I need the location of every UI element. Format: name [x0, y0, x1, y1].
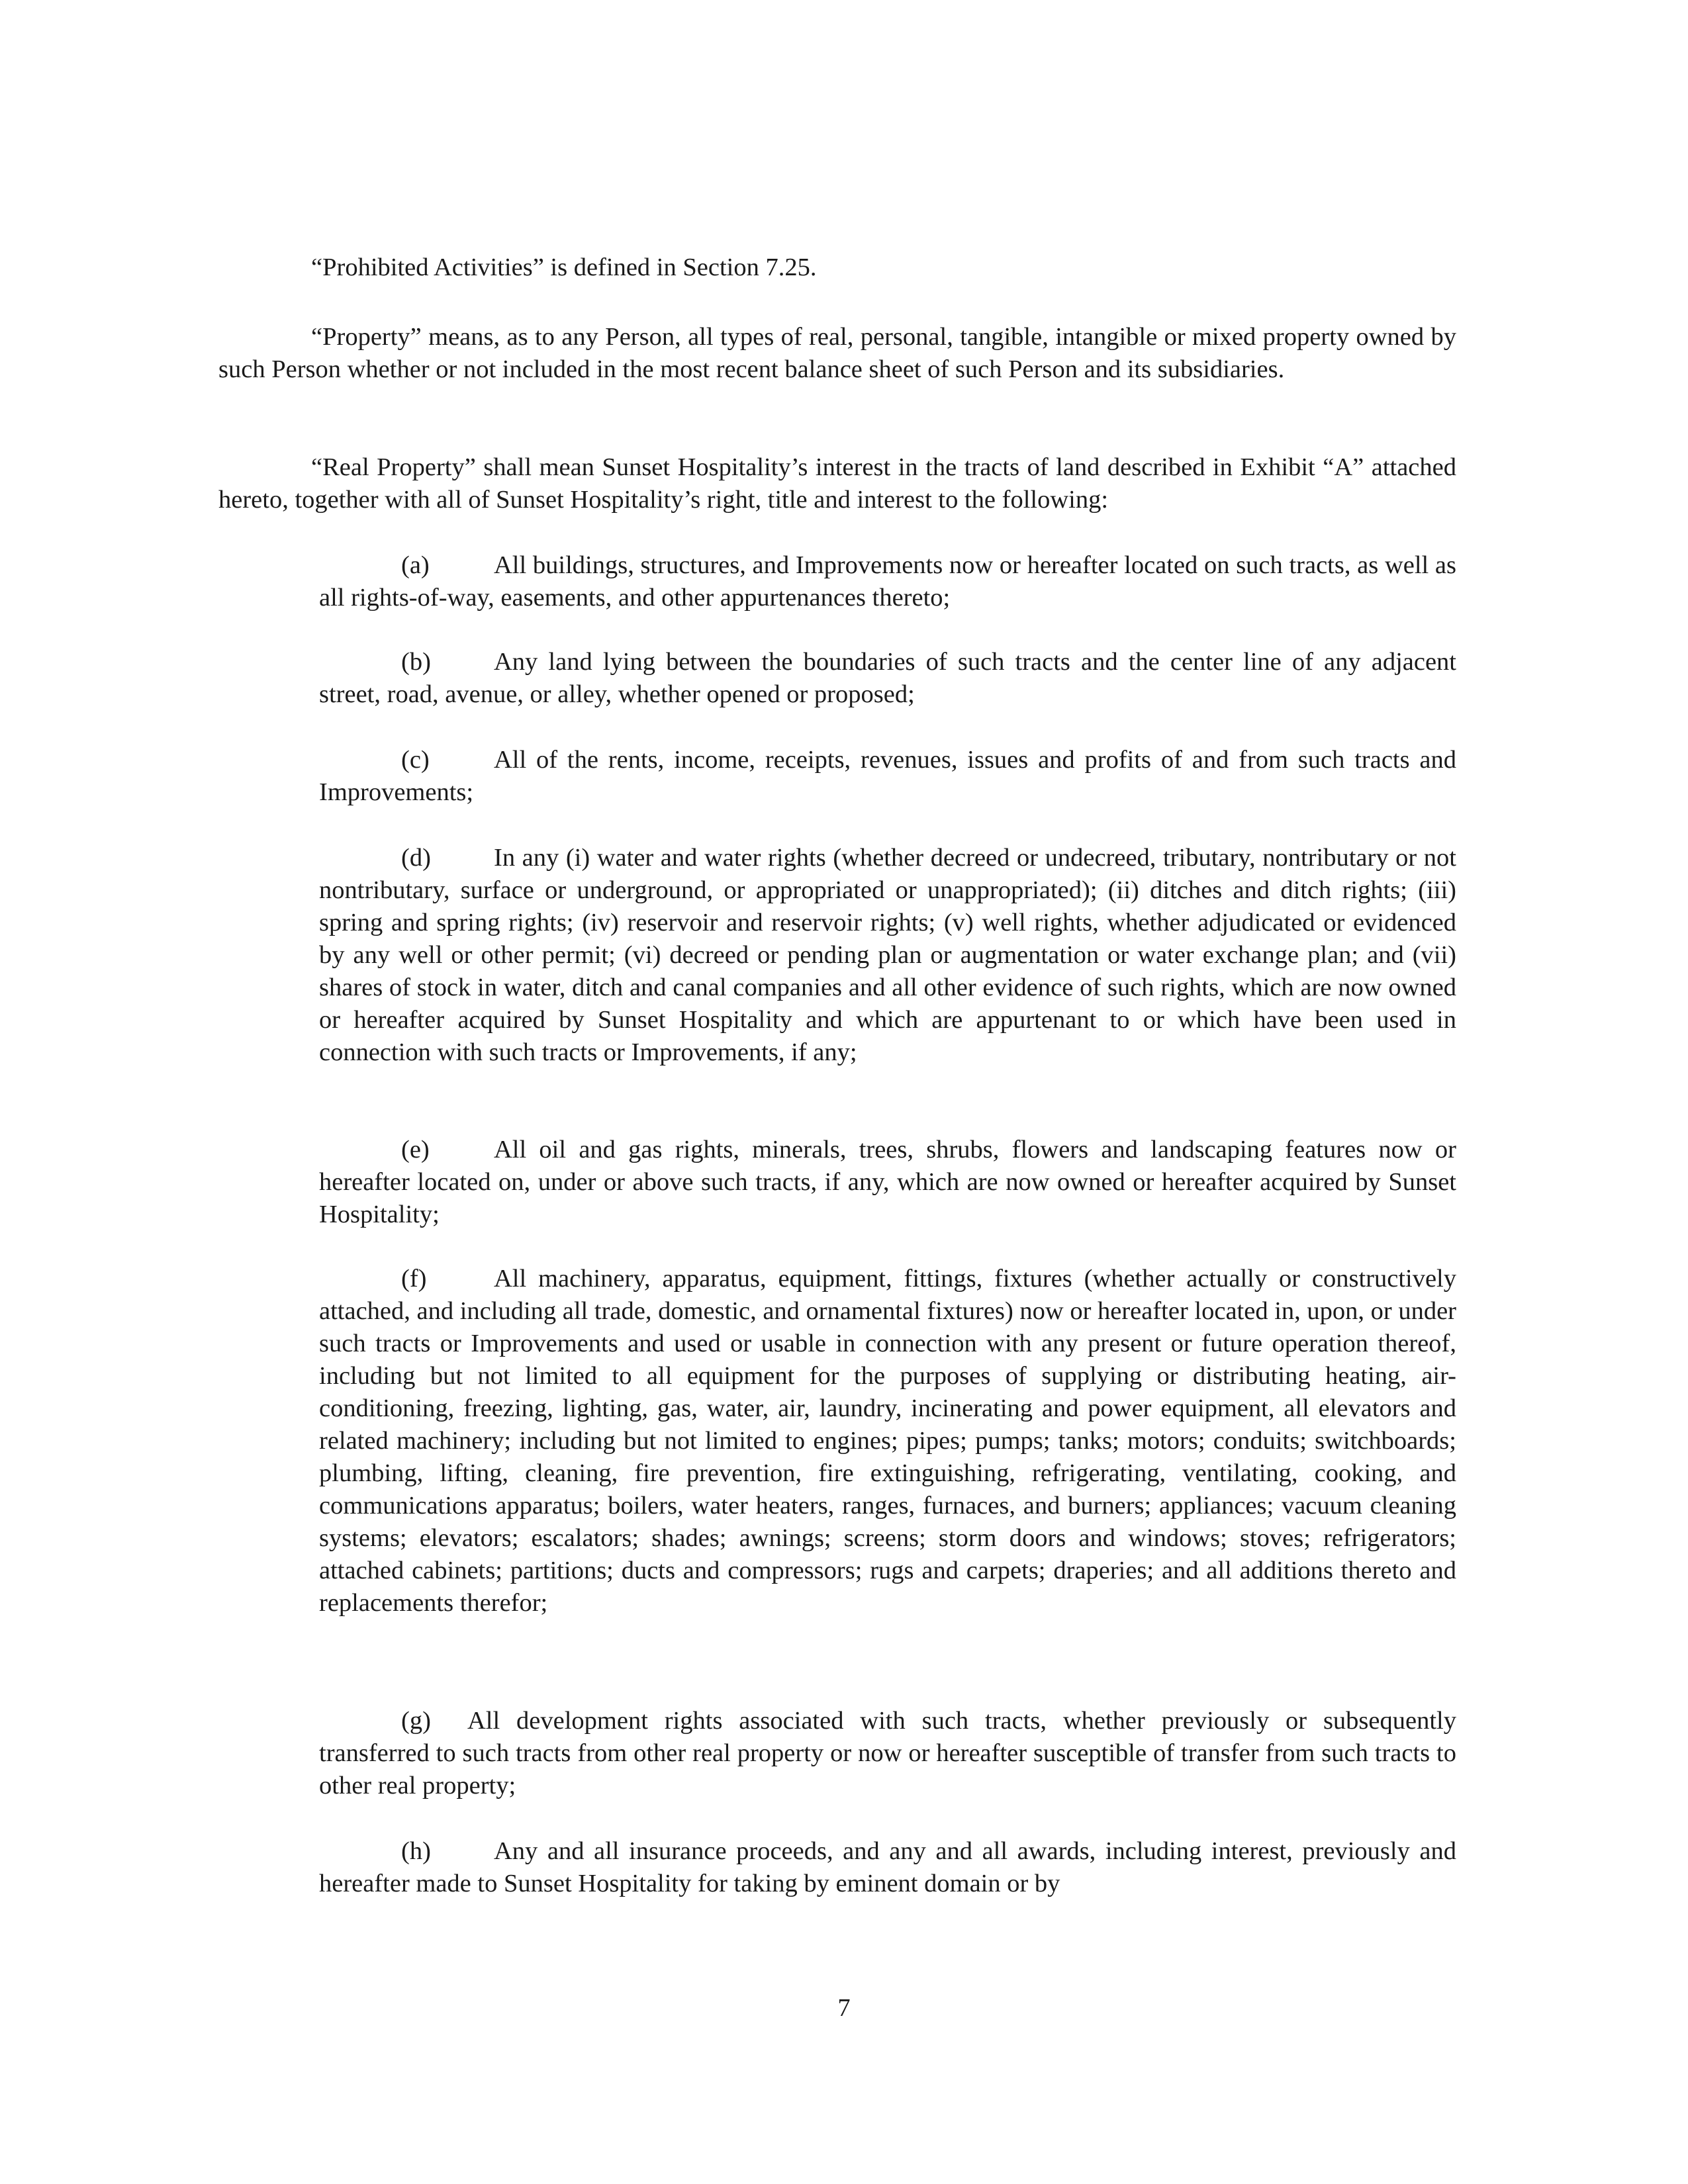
subsection-marker: (e) — [401, 1136, 430, 1163]
subsection-b — [319, 646, 1456, 711]
subsection-text: All buildings, structures, and Improvements now or hereafter located on such tracts, as well as all rights-of-way, easements, and other appurtenances thereto; — [319, 551, 1456, 612]
subsection-text: All of the rents, income, receipts, revenues, issues and profits of and from such tracts and Improvements; — [319, 746, 1456, 806]
subsection-e — [319, 1134, 1456, 1231]
definition-property: “Property” means, as to any Person, all types of real, personal, tangible, intangible or mixed property owned by such Person whether or not included in the most recent balance sheet of such Person and its subsidiaries. — [218, 323, 1456, 383]
definition-prohibited-activities: “Prohibited Activities” is defined in Section 7.25. — [311, 253, 817, 281]
page-number: 7 — [837, 1994, 851, 2022]
subsection-f — [319, 1263, 1456, 1619]
subsection-a — [319, 549, 1456, 614]
subsection-text: In any (i) water and water rights (whether decreed or undecreed, tributary, nontributary or not nontributary, surface or underground, or appropriated or unappropriated); (ii) ditches and ditch rights; (iii) spring and spring rights; (iv) reservoir and reservoir rights; (v) well rights, whether adjudicated or evidenced by any well or other permit; (vi) decreed or pending plan or augmentation or water exchange plan; and (vii) shares of stock in water, ditch and canal companies and all other evidence of such rights, which are now owned or hereafter acquired by Sunset Hospitality and which are appurtenant to or which have been used in connection with such tracts or Improvements, if any; — [319, 844, 1456, 1066]
subsection-d — [319, 842, 1456, 1069]
subsection-text: All oil and gas rights, minerals, trees, shrubs, flowers and landscaping features now or hereafter located on, under or above such tracts, if any, which are now owned or hereafter acquired by Sunset Hospitality; — [319, 1136, 1456, 1228]
subsection-c — [319, 744, 1456, 809]
subsection-marker: (h) — [401, 1837, 431, 1865]
subsection-marker: (a) — [401, 551, 430, 579]
subsection-h — [319, 1835, 1456, 1900]
subsection-text: Any and all insurance proceeds, and any and all awards, including interest, previously and hereafter made to Sunset Hospitality for taking by eminent domain or by — [319, 1837, 1456, 1897]
subsection-marker: (c) — [401, 746, 430, 774]
subsection-marker: (d) — [401, 844, 431, 872]
subsection-g — [319, 1705, 1456, 1802]
subsection-marker: (f) — [401, 1265, 427, 1293]
definition-real-property: “Real Property” shall mean Sunset Hospitality’s interest in the tracts of land described in Exhibit “A” attached hereto, together with all of Sunset Hospitality’s right, title and interest to the following: — [218, 453, 1456, 514]
subsection-marker: (g) — [401, 1707, 431, 1735]
subsection-marker: (b) — [401, 648, 431, 676]
subsection-text: All development rights associated with such tracts, whether previously or subsequently transferred to such tracts from other real property or now or hereafter susceptible of transfer from such tracts to other real property; — [319, 1707, 1456, 1799]
subsection-text: Any land lying between the boundaries of such tracts and the center line of any adjacent street, road, avenue, or alley, whether opened or proposed; — [319, 648, 1456, 708]
subsection-text: All machinery, apparatus, equipment, fittings, fixtures (whether actually or constructively attached, and including all trade, domestic, and ornamental fixtures) now or hereafter located in, upon, or under such tracts or Improvements and used or usable in connection with any present or future operation thereof, including but not limited to all equipment for the purposes of supplying or distributing heating, air-conditioning, freezing, lighting, gas, water, air, laundry, incinerating and power equipment, all elevators and related machinery; including but not limited to engines; pipes; pumps; tanks; motors; conduits; switchboards; plumbing, lifting, cleaning, fire prevention, fire extinguishing, refrigerating, ventilating, cooking, and communications apparatus; boilers, water heaters, ranges, furnaces, and burners; appliances; vacuum cleaning systems; elevators; escalators; shades; awnings; screens; storm doors and windows; stoves; refrigerators; attached cabinets; partitions; ducts and compressors; rugs and carpets; draperies; and all additions thereto and replacements therefor; — [319, 1265, 1456, 1617]
